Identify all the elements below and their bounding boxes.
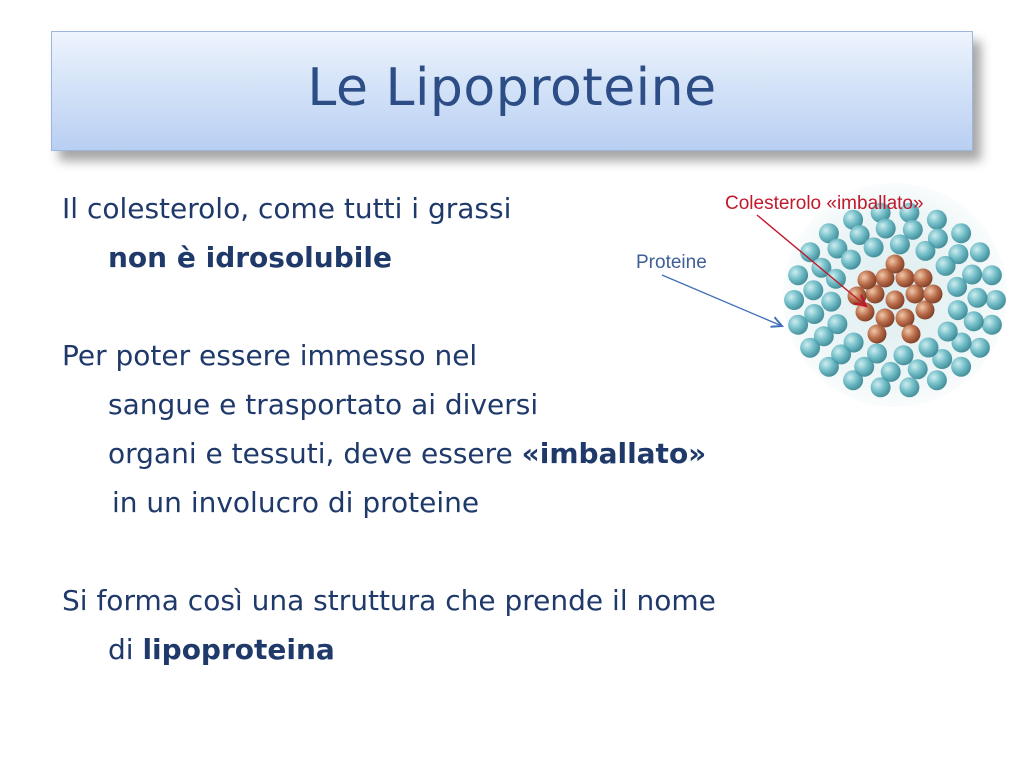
protein-sphere — [890, 234, 910, 254]
title-banner — [51, 31, 973, 151]
paragraph-1-line-1: Il colesterolo, come tutti i grassi — [62, 192, 512, 225]
cholesterol-sphere — [886, 291, 905, 310]
cholesterol-sphere — [868, 325, 887, 344]
slide-title: Le Lipoproteine — [307, 58, 717, 118]
protein-sphere — [951, 357, 971, 377]
protein-sphere — [967, 288, 987, 308]
protein-sphere — [927, 210, 947, 230]
protein-sphere — [951, 223, 971, 243]
protein-sphere — [919, 338, 939, 358]
protein-sphere — [804, 304, 824, 324]
protein-sphere — [970, 242, 990, 262]
paragraph-2-line-1: Per poter essere immesso nel — [62, 339, 478, 372]
paragraph-2-line-3-text: organi e tessuti, deve essere — [108, 437, 522, 470]
paragraph-3-line-2 — [62, 625, 882, 674]
cholesterol-label: Colesterolo «imballato» — [725, 193, 924, 214]
cholesterol-sphere — [902, 325, 921, 344]
protein-sphere — [864, 237, 884, 257]
protein-sphere — [876, 219, 896, 239]
protein-sphere — [803, 280, 823, 300]
protein-sphere — [982, 265, 1002, 285]
slide-body — [62, 184, 882, 674]
protein-sphere — [927, 370, 947, 390]
protein-sphere — [826, 269, 846, 289]
paragraph-2-line-3 — [62, 429, 882, 478]
protein-sphere — [947, 277, 967, 297]
protein-sphere — [986, 290, 1006, 310]
cholesterol-sphere — [848, 287, 867, 306]
protein-sphere — [844, 333, 864, 353]
paragraph-2-line-2: sangue e trasportato ai diversi — [108, 388, 539, 421]
protein-sphere — [982, 315, 1002, 335]
protein-sphere — [881, 362, 901, 382]
protein-sphere — [936, 256, 956, 276]
protein-sphere — [788, 265, 808, 285]
paragraph-3-line-1: Si forma così una struttura che prende il nome — [62, 584, 716, 617]
protein-sphere — [915, 241, 935, 261]
cholesterol-sphere — [858, 271, 877, 290]
proteins-label: Proteine — [636, 252, 707, 273]
protein-sphere — [784, 290, 804, 310]
protein-sphere — [970, 338, 990, 358]
protein-sphere — [899, 377, 919, 397]
cholesterol-sphere — [886, 255, 905, 274]
protein-sphere — [827, 314, 847, 334]
cholesterol-sphere — [924, 285, 943, 304]
paragraph-2-line-4: in un involucro di proteine — [112, 486, 480, 519]
imballato-emphasis: «imballato» — [521, 437, 707, 470]
paragraph-3-line-2-text: di — [108, 633, 143, 666]
protein-sphere — [867, 344, 887, 364]
paragraph-1-line-2: non è idrosolubile — [108, 241, 392, 274]
protein-sphere — [821, 292, 841, 312]
lipoproteina-emphasis: lipoproteina — [142, 633, 335, 666]
cholesterol-sphere — [914, 269, 933, 288]
protein-sphere — [938, 322, 958, 342]
protein-sphere — [894, 345, 914, 365]
protein-sphere — [841, 250, 861, 270]
protein-sphere — [948, 300, 968, 320]
